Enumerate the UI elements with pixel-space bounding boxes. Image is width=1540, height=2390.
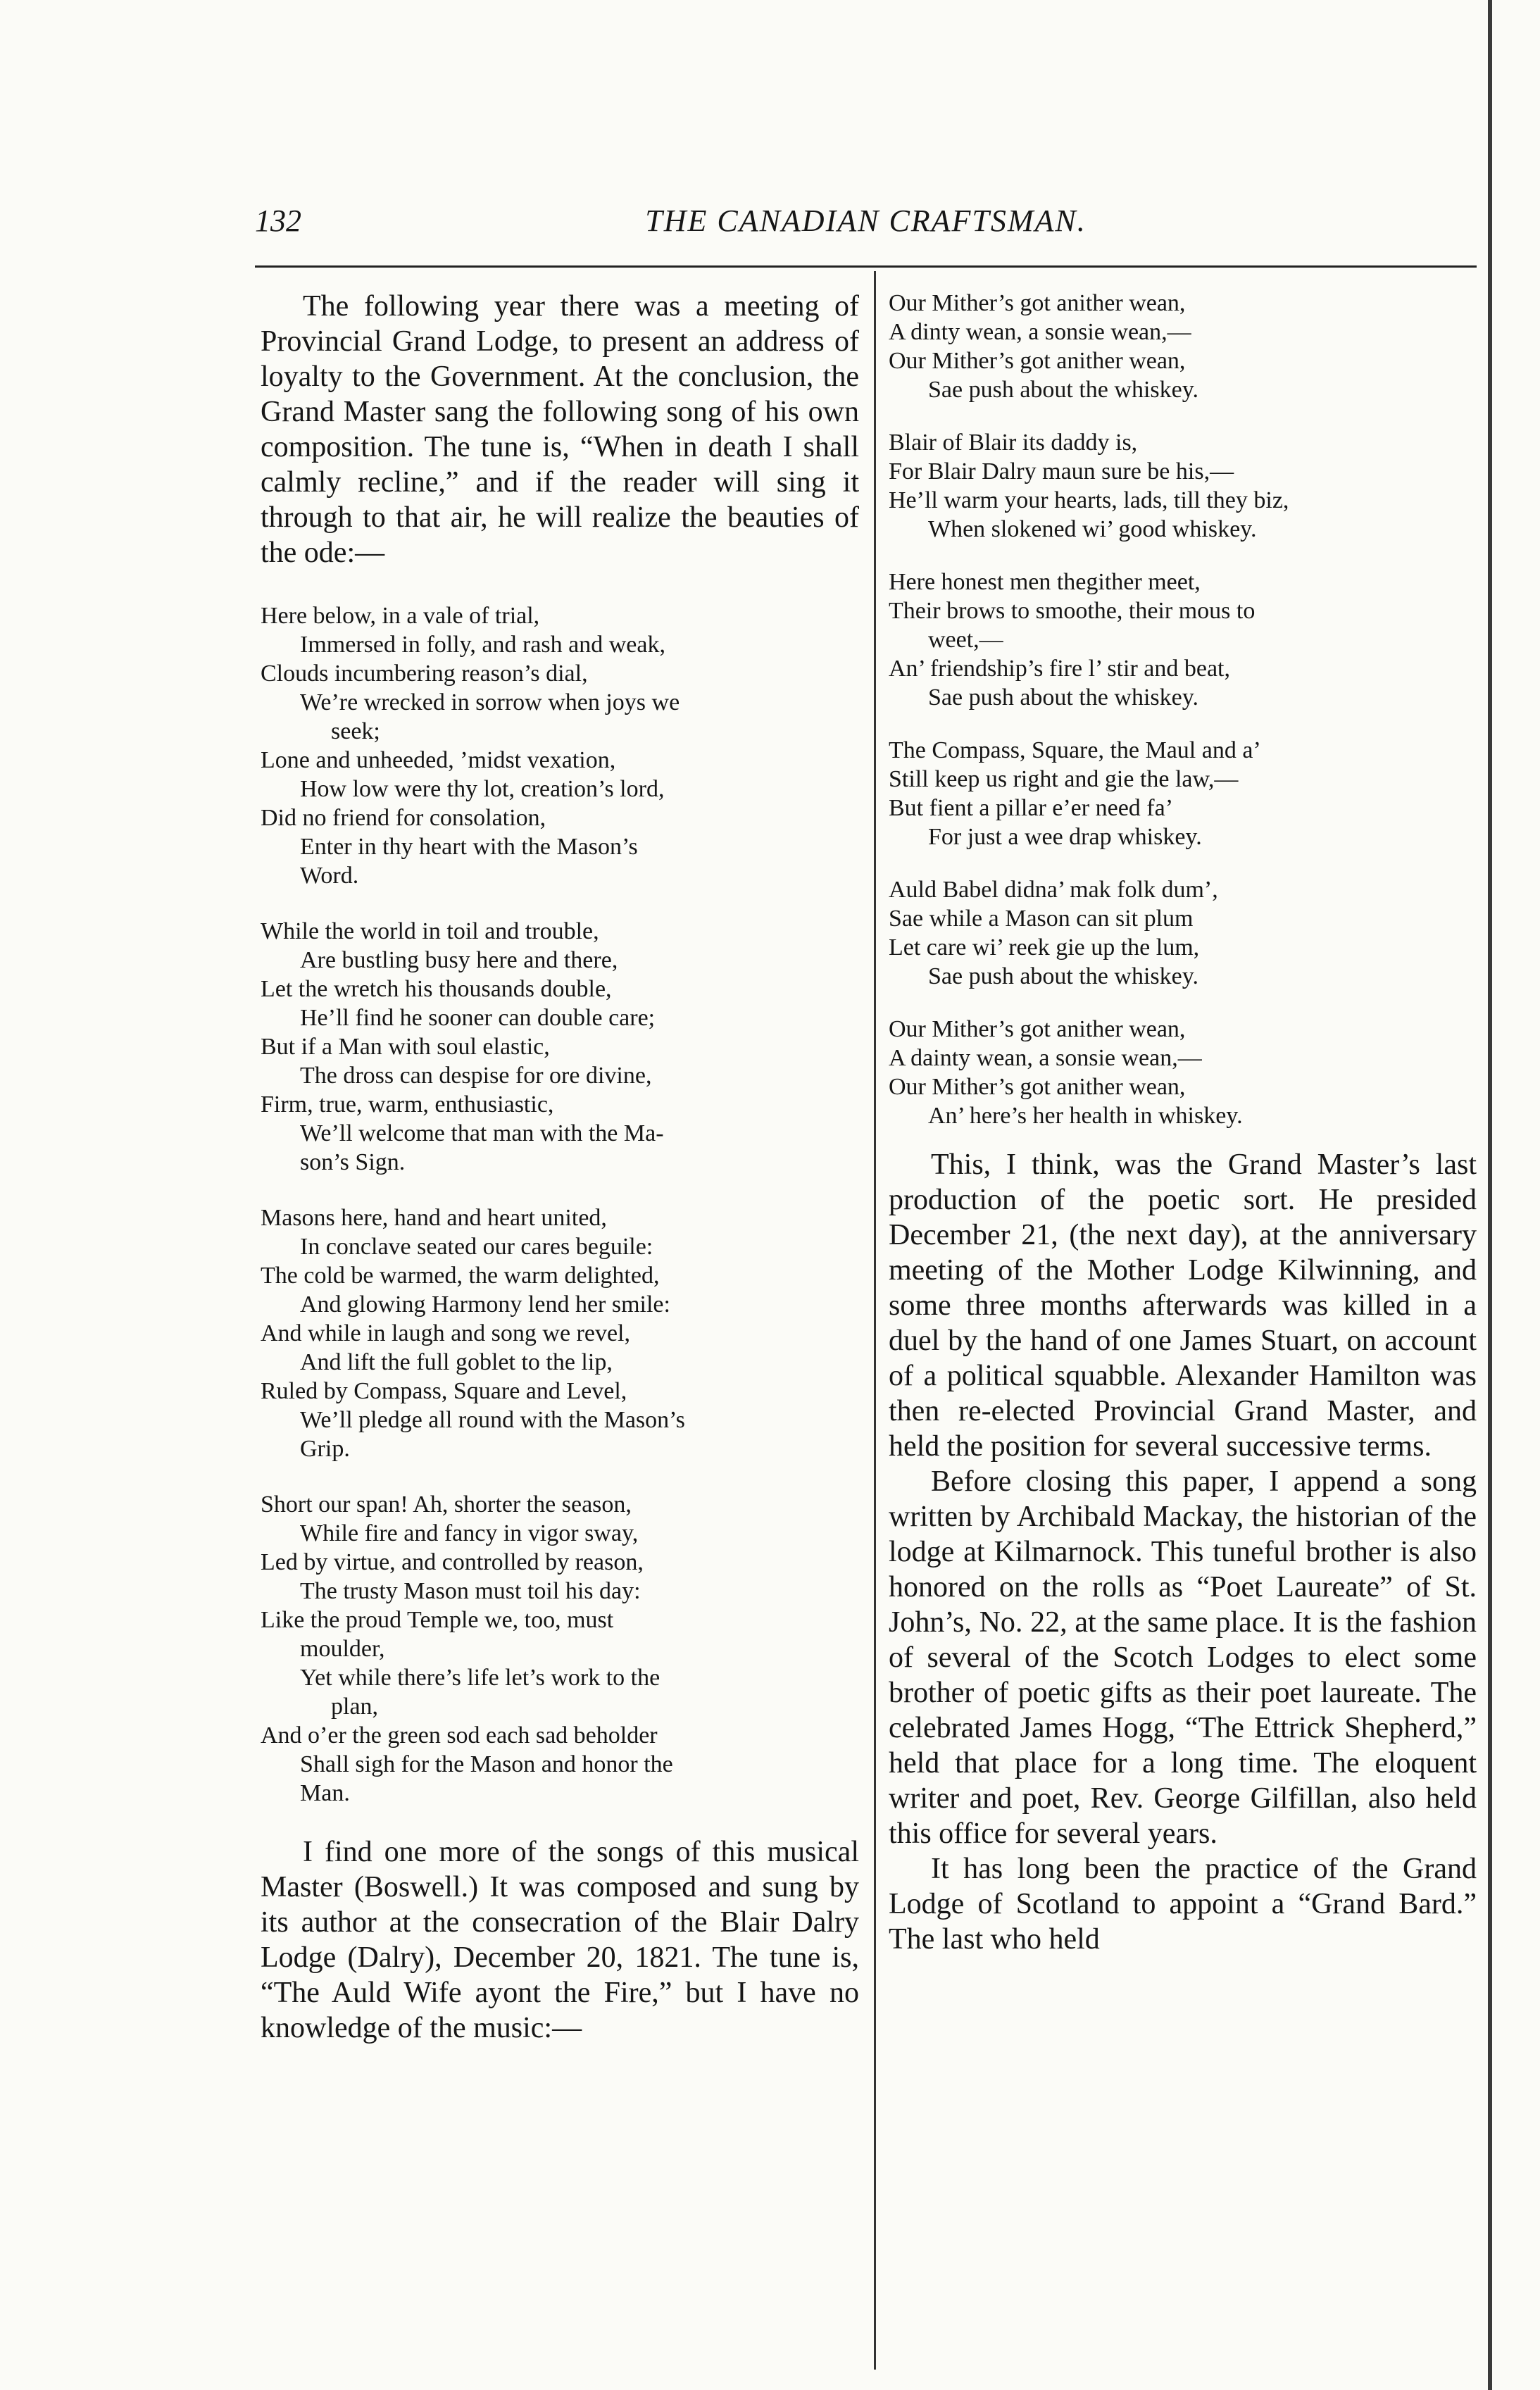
verse-line: While the world in toil and trouble, xyxy=(261,918,599,944)
whiskey-song-poem xyxy=(889,289,1477,1130)
verse-line: Shall sigh for the Mason and honor the xyxy=(300,1751,673,1777)
verse-line: Are bustling busy here and there, xyxy=(300,947,618,973)
page-number: 132 xyxy=(255,204,301,238)
verse-line: And glowing Harmony lend her smile: xyxy=(300,1291,670,1318)
verse-line: He’ll find he sooner can double care; xyxy=(300,1005,656,1031)
verse-line: An’ here’s her health in whiskey. xyxy=(928,1103,1243,1129)
verse-line: Sae while a Mason can sit plum xyxy=(889,906,1194,932)
verse-line: An’ friendship’s fire l’ stir and beat, xyxy=(889,656,1230,682)
verse-line: Let care wi’ reek gie up the lum, xyxy=(889,934,1200,961)
verse-line: For just a wee drap whiskey. xyxy=(928,824,1202,850)
verse-line: plan, xyxy=(331,1694,379,1720)
verse-line: Here below, in a vale of trial, xyxy=(261,603,540,629)
stanza xyxy=(261,1490,859,1808)
verse-line: Yet while there’s life let’s work to the xyxy=(300,1665,661,1691)
verse-line: Sae push about the whiskey. xyxy=(928,684,1199,711)
paragraph-song-mackay: Before closing this paper, I append a song written by Archibald Mackay, the historian of the lodge at Kilmarnock. This tuneful brother is also honored on the rolls as “Poet Laureate” of St. John’s, No. 22, at the same place. It is the fashion of several of the Scotch Lodges to elect some brother of poetic gifts as their poet laureate. The celebrated James Hogg, “The Ettrick Shepherd,” held that place for a long time. The eloquent writer and poet, Rev. George Gilfillan, also held this office for several years. xyxy=(889,1465,1477,1850)
verse-line: Sae push about the whiskey. xyxy=(928,963,1199,989)
paragraph-grand-bard: It has long been the practice of the Grand Lodge of Scotland to appoint a “Grand Bard.” The last who held xyxy=(889,1853,1477,1956)
stanza xyxy=(261,601,859,890)
verse-line: Masons here, hand and heart united, xyxy=(261,1205,607,1231)
verse-line: Immersed in folly, and rash and weak, xyxy=(300,632,665,658)
verse-line: The trusty Mason must toil his day: xyxy=(300,1578,641,1604)
verse-line: A dinty wean, a sonsie wean,— xyxy=(889,319,1191,345)
page-header xyxy=(255,197,1477,246)
verse-line: We’re wrecked in sorrow when joys we xyxy=(300,689,680,715)
stanza xyxy=(889,289,1477,404)
verse-line: Led by virtue, and controlled by reason, xyxy=(261,1549,644,1575)
paragraph-grand-master: This, I think, was the Grand Master’s last production of the poetic sort. He presided December 21, (the next day), at the anniversary meeting of the Mother Lodge Kilwinning, and some three months afterwards was killed in a duel by the hand of one James Stuart, on account of a political squabble. Alexander Hamilton was then re-elected Provincial Grand Master, and held the position for several successive terms. xyxy=(889,1149,1477,1463)
verse-line: Our Mither’s got anither wean, xyxy=(889,1074,1186,1100)
running-title: THE CANADIAN CRAFTSMAN. xyxy=(645,204,1087,238)
verse-line: Our Mither’s got anither wean, xyxy=(889,1016,1186,1042)
verse-line: Man. xyxy=(300,1780,350,1806)
stanza xyxy=(889,1015,1477,1130)
outro-paragraph: I find one more of the songs of this musical Master (Boswell.) It was composed and sung by its author at the consecration of the Blair Dalry Lodge (Dalry), December 20, 1821. The tune is, “The Auld Wife ayont the Fire,” but I have no knowledge of the music:— xyxy=(261,1836,859,2044)
verse-line: Let the wretch his thousands double, xyxy=(261,976,612,1002)
verse-line: And lift the full goblet to the lip, xyxy=(300,1349,613,1375)
verse-line: Enter in thy heart with the Mason’s xyxy=(300,834,638,860)
stanza xyxy=(889,568,1477,712)
verse-line: Grip. xyxy=(300,1436,350,1462)
verse-line: Their brows to smoothe, their mous to xyxy=(889,598,1256,624)
verse-line: Blair of Blair its daddy is, xyxy=(889,430,1138,456)
right-column xyxy=(889,289,1477,1957)
verse-line: Lone and unheeded, ’midst vexation, xyxy=(261,747,616,773)
stanza xyxy=(261,1203,859,1463)
verse-line: Word. xyxy=(300,863,359,889)
verse-line: The dross can despise for ore divine, xyxy=(300,1063,652,1089)
verse-line: Still keep us right and gie the law,— xyxy=(889,766,1239,792)
verse-line: Auld Babel didna’ mak folk dum’, xyxy=(889,877,1218,903)
verse-line: While fire and fancy in vigor sway, xyxy=(300,1520,639,1546)
stanza xyxy=(889,428,1477,544)
verse-line: Our Mither’s got anither wean, xyxy=(889,290,1186,316)
verse-line: When slokened wi’ good whiskey. xyxy=(928,516,1257,542)
verse-line: Like the proud Temple we, too, must xyxy=(261,1607,614,1633)
verse-line: But if a Man with soul elastic, xyxy=(261,1034,550,1060)
ode-poem xyxy=(261,601,859,1808)
verse-line: In conclave seated our cares beguile: xyxy=(300,1234,653,1260)
intro-paragraph: The following year there was a meeting of Provincial Grand Lodge, to present an address of loyalty to the Government. At the conclusion, the Grand Master sang the following song of his own composition. The tune is, “When in death I shall calmly recline,” and if the reader will sing it through to that air, he will realize the beauties of the ode:— xyxy=(261,290,859,569)
verse-line: Clouds incumbering reason’s dial, xyxy=(261,661,588,687)
stanza xyxy=(261,917,859,1177)
verse-line: weet,— xyxy=(928,627,1003,653)
page-edge-border xyxy=(1488,0,1492,2390)
verse-line: Sae push about the whiskey. xyxy=(928,377,1199,403)
left-column xyxy=(261,289,859,2046)
verse-line: The cold be warmed, the warm delighted, xyxy=(261,1263,660,1289)
verse-line: Did no friend for consolation, xyxy=(261,805,546,831)
stanza xyxy=(889,875,1477,991)
verse-line: But fient a pillar e’er need fa’ xyxy=(889,795,1174,821)
column-divider xyxy=(874,271,876,2370)
verse-line: son’s Sign. xyxy=(300,1149,406,1175)
stanza xyxy=(889,736,1477,851)
header-rule xyxy=(255,265,1477,268)
verse-line: And while in laugh and song we revel, xyxy=(261,1320,630,1346)
verse-line: Short our span! Ah, shorter the season, xyxy=(261,1491,632,1518)
verse-line: A dainty wean, a sonsie wean,— xyxy=(889,1045,1202,1071)
verse-line: For Blair Dalry maun sure be his,— xyxy=(889,458,1234,484)
verse-line: moulder, xyxy=(300,1636,385,1662)
verse-line: The Compass, Square, the Maul and a’ xyxy=(889,737,1261,763)
verse-line: Ruled by Compass, Square and Level, xyxy=(261,1378,627,1404)
verse-line: We’ll pledge all round with the Mason’s xyxy=(300,1407,685,1433)
verse-line: Firm, true, warm, enthusiastic, xyxy=(261,1091,554,1118)
verse-line: Here honest men thegither meet, xyxy=(889,569,1201,595)
verse-line: How low were thy lot, creation’s lord, xyxy=(300,776,665,802)
verse-line: We’ll welcome that man with the Ma- xyxy=(300,1120,664,1146)
verse-line: And o’er the green sod each sad beholder xyxy=(261,1722,658,1748)
verse-line: Our Mither’s got anither wean, xyxy=(889,348,1186,374)
verse-line: He’ll warm your hearts, lads, till they biz, xyxy=(889,487,1289,513)
verse-line: seek; xyxy=(331,718,380,744)
